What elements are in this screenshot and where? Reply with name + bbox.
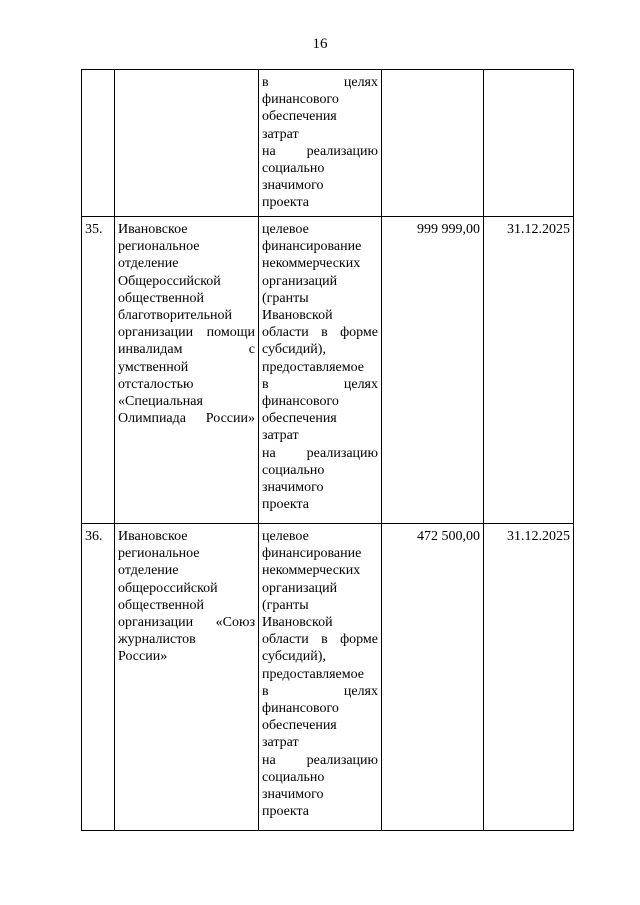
cell-text-line: Ивановское — [118, 529, 188, 544]
cell-text-line: на реализацию — [262, 752, 378, 768]
cell-text-line: (гранты — [262, 290, 309, 306]
cell-text-line: организаций — [262, 273, 338, 289]
cell-purpose — [259, 217, 382, 524]
cell-amount: 999 999,00 — [382, 217, 484, 524]
cell-text-line: общероссийской — [118, 580, 218, 596]
cell-text-line: Ивановской — [262, 308, 333, 324]
cell-text-line: финансового — [262, 394, 339, 410]
cell-text-line: финансирование — [262, 546, 362, 562]
cell-text-line: значимого — [262, 787, 324, 803]
cell-text-line: в целях — [262, 376, 378, 392]
cell-text-line: обеспечения — [262, 718, 337, 734]
cell-text-line: Ивановской — [262, 615, 333, 631]
cell-text-line: обеспечения — [262, 109, 337, 125]
cell-text-line: Олимпиада России» — [118, 411, 255, 427]
cell-text-line: затрат — [262, 735, 299, 751]
cell-text-line: проекта — [262, 804, 309, 820]
cell-date: 31.12.2025 — [484, 524, 574, 831]
cell-text-line: социально — [262, 161, 325, 177]
cell-text-line: обеспечения — [262, 411, 337, 427]
page-number: 16 — [312, 36, 328, 52]
cell-text-line: области в форме — [262, 632, 378, 648]
cell-text-line: отделение — [118, 563, 179, 579]
table-row — [82, 217, 574, 524]
cell-text-line: общественной — [118, 597, 205, 613]
cell-text-line: организаций — [262, 580, 338, 596]
cell-text-line: «Специальная — [118, 394, 203, 410]
cell-text-line: области в форме — [262, 325, 378, 341]
cell-amount: 472 500,00 — [382, 524, 484, 831]
cell-text-line: умственной — [118, 359, 189, 375]
cell-text-line: организации помощи — [118, 325, 255, 341]
cell-text-line: социально — [262, 769, 325, 785]
cell-text-line: в целях — [262, 75, 378, 90]
cell-text-line: значимого — [262, 178, 324, 194]
cell-number — [82, 70, 115, 217]
cell-text-line: региональное — [118, 239, 200, 255]
cell-text-line: проекта — [262, 497, 309, 513]
cell-text-line: предоставляемое — [262, 666, 365, 682]
cell-organization — [115, 70, 259, 217]
cell-text-line: России» — [118, 649, 168, 665]
cell-text-line: финансового — [262, 701, 339, 717]
cell-text-line: журналистов — [118, 632, 196, 648]
cell-text-line: финансового — [262, 92, 339, 108]
cell-text-line: отсталостью — [118, 376, 194, 392]
cell-text-line: социально — [262, 462, 325, 478]
cell-purpose — [259, 524, 382, 831]
cell-number: 35. — [82, 217, 115, 524]
cell-date — [484, 70, 574, 217]
cell-text-line: Общероссийской — [118, 273, 221, 289]
cell-text-line: инвалидам с — [118, 342, 255, 358]
cell-amount — [382, 70, 484, 217]
cell-text-line: некоммерческих — [262, 256, 361, 272]
cell-text-line: организации «Союз — [118, 615, 255, 631]
cell-text-line: отделение — [118, 256, 179, 272]
cell-text-line: на реализацию — [262, 445, 378, 461]
cell-text-line: значимого — [262, 480, 324, 496]
cell-text-line: некоммерческих — [262, 563, 361, 579]
cell-text-line: целевое — [262, 529, 309, 544]
cell-text-line: общественной — [118, 290, 205, 306]
cell-text-line: затрат — [262, 428, 299, 444]
cell-text-line: Ивановское — [118, 222, 188, 237]
cell-text-line: субсидий), — [262, 342, 326, 358]
cell-organization — [115, 524, 259, 831]
cell-text-line: на реализацию — [262, 143, 378, 159]
cell-date: 31.12.2025 — [484, 217, 574, 524]
cell-text-line: предоставляемое — [262, 359, 365, 375]
cell-purpose — [259, 70, 382, 217]
table-row-continuation — [82, 70, 574, 217]
grants-table — [81, 69, 574, 831]
cell-text-line: в целях — [262, 683, 378, 699]
cell-text-line: финансирование — [262, 239, 362, 255]
table-row — [82, 524, 574, 831]
cell-text-line: проекта — [262, 195, 309, 211]
cell-text-line: (гранты — [262, 597, 309, 613]
cell-text-line: благотворительной — [118, 308, 232, 324]
cell-organization — [115, 217, 259, 524]
cell-text-line: затрат — [262, 126, 299, 142]
cell-text-line: субсидий), — [262, 649, 326, 665]
cell-number: 36. — [82, 524, 115, 831]
cell-text-line: целевое — [262, 222, 309, 237]
cell-text-line: региональное — [118, 546, 200, 562]
